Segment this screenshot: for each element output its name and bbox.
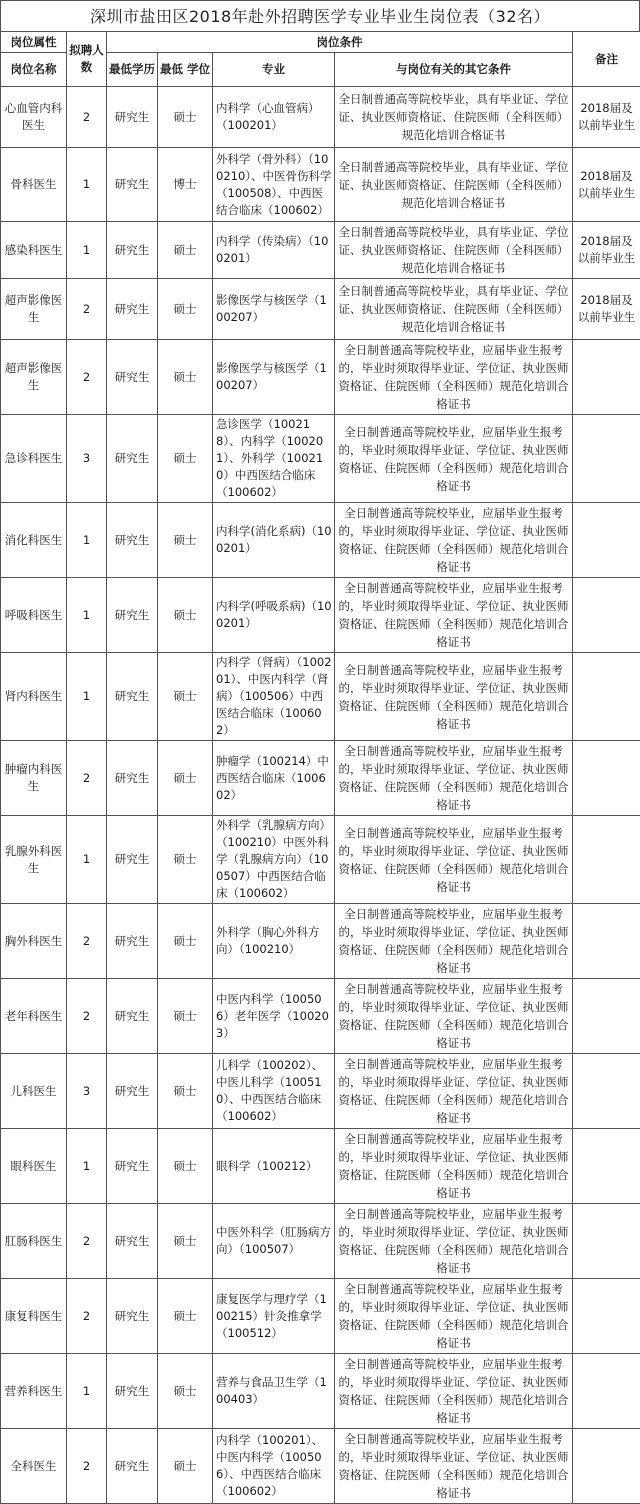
major-cell: 内科学（传染病）（100201）: [213, 222, 335, 279]
recruit-count-cell: 2: [67, 340, 107, 415]
position-name-cell: 肿瘤内科医生: [1, 741, 67, 816]
min-education-cell: 研究生: [107, 979, 158, 1054]
table-row: [1, 904, 640, 979]
note-cell: 2018届及以前毕业生: [573, 279, 640, 340]
note-cell: [573, 816, 640, 904]
position-name-cell: 超声影像医生: [1, 279, 67, 340]
note-cell: [573, 1129, 640, 1204]
major-cell: 中医内科学（100506）老年医学（100203）: [213, 979, 335, 1054]
min-education-cell: 研究生: [107, 415, 158, 503]
min-degree-cell: 硕士: [158, 279, 213, 340]
min-degree-cell: 硕士: [158, 1054, 213, 1129]
note-cell: [573, 1354, 640, 1429]
min-degree-cell: 硕士: [158, 222, 213, 279]
recruit-count-cell: 2: [67, 1429, 107, 1504]
recruit-count-cell: 1: [67, 1354, 107, 1429]
min-degree-cell: 硕士: [158, 1429, 213, 1504]
min-education-cell: 研究生: [107, 503, 158, 578]
table-row: [1, 148, 640, 222]
table-row: [1, 1054, 640, 1129]
min-education-cell: 研究生: [107, 87, 158, 148]
table-row: [1, 1354, 640, 1429]
min-education-cell: 研究生: [107, 1279, 158, 1354]
other-conditions-cell: 全日制普通高等院校毕业，应届毕业生报考的，毕业时须取得毕业证、学位证、执业医师资格证、住院医师（全科医师）规范化培训合格证书: [335, 1354, 573, 1429]
table-row: [1, 578, 640, 653]
recruit-count-cell: 1: [67, 503, 107, 578]
other-conditions-cell: 全日制普通高等院校毕业，应届毕业生报考的，毕业时须取得毕业证、学位证、执业医师资格证、住院医师（全科医师）规范化培训合格证书: [335, 1129, 573, 1204]
major-cell: 影像医学与核医学（100207）: [213, 340, 335, 415]
major-cell: 眼科学（100212）: [213, 1129, 335, 1204]
position-name-cell: 肛肠科医生: [1, 1204, 67, 1279]
other-conditions-cell: 全日制普通高等院校毕业，应届毕业生报考的，毕业时须取得毕业证、学位证、执业医师资格证、住院医师（全科医师）规范化培训合格证书: [335, 653, 573, 741]
min-education-cell: 研究生: [107, 222, 158, 279]
major-cell: 急诊医学（100218）、内科学（100201）、外科学（100210）中西医结合临床（100602）: [213, 415, 335, 503]
other-conditions-cell: 全日制普通高等院校毕业，应届毕业生报考的，毕业时须取得毕业证、学位证、执业医师资格证、住院医师（全科医师）规范化培训合格证书: [335, 503, 573, 578]
major-cell: 内科学（100201）、中医内科学（100506）、中西医结合临床（100602）: [213, 1429, 335, 1504]
position-name-cell: 营养科医生: [1, 1354, 67, 1429]
min-education-cell: 研究生: [107, 1054, 158, 1129]
min-degree-cell: 硕士: [158, 741, 213, 816]
table-row: [1, 87, 640, 148]
major-cell: 儿科学（100202）、中医儿科学（100510）、中西医结合临床（100602）: [213, 1054, 335, 1129]
min-degree-cell: 硕士: [158, 1129, 213, 1204]
note-cell: [573, 1429, 640, 1504]
position-name-cell: 儿科医生: [1, 1054, 67, 1129]
min-education-cell: 研究生: [107, 653, 158, 741]
major-cell: 内科学(消化系病)（100201）: [213, 503, 335, 578]
major-cell: 外科学（骨外科）（100210）、中医骨伤科学（100508）、中西医结合临床（100602）: [213, 148, 335, 222]
table-row: [1, 1129, 640, 1204]
min-degree-cell: 硕士: [158, 87, 213, 148]
table-row: [1, 1429, 640, 1504]
min-education-cell: 研究生: [107, 279, 158, 340]
other-conditions-cell: 全日制普通高等院校毕业，应届毕业生报考的，毕业时须取得毕业证、学位证、执业医师资格证、住院医师（全科医师）规范化培训合格证书: [335, 415, 573, 503]
major-cell: 内科学（肾病）（100201）、中医内科学（肾病）（100506）中西医结合临床（100602）: [213, 653, 335, 741]
recruit-count-cell: 2: [67, 904, 107, 979]
recruit-count-cell: 2: [67, 1204, 107, 1279]
position-name-cell: 超声影像医生: [1, 340, 67, 415]
position-name-cell: 急诊科医生: [1, 415, 67, 503]
major-cell: 影像医学与核医学（100207）: [213, 279, 335, 340]
note-cell: [573, 503, 640, 578]
other-conditions-cell: 全日制普通高等院校毕业，应届毕业生报考的，毕业时须取得毕业证、学位证、执业医师资格证、住院医师（全科医师）规范化培训合格证书: [335, 340, 573, 415]
header-note: 备注: [573, 32, 640, 87]
major-cell: 中医外科学（肛肠病方向）（100507）: [213, 1204, 335, 1279]
major-cell: 康复医学与理疗学（100215）针灸推拿学（100512）: [213, 1279, 335, 1354]
min-degree-cell: 硕士: [158, 1354, 213, 1429]
header-other: 与岗位有关的其它条件: [335, 53, 573, 87]
other-conditions-cell: 全日制普通高等院校毕业，具有毕业证、学位证、执业医师资格证、住院医师（全科医师）规范化培训合格证书: [335, 279, 573, 340]
table-row: [1, 503, 640, 578]
min-education-cell: 研究生: [107, 1354, 158, 1429]
other-conditions-cell: 全日制普通高等院校毕业，应届毕业生报考的，毕业时须取得毕业证、学位证、执业医师资格证、住院医师（全科医师）规范化培训合格证书: [335, 741, 573, 816]
other-conditions-cell: 全日制普通高等院校毕业，具有毕业证、学位证、执业医师资格证、住院医师（全科医师）规范化培训合格证书: [335, 148, 573, 222]
positions-table: [0, 31, 640, 1504]
other-conditions-cell: 全日制普通高等院校毕业，具有毕业证、学位证、执业医师资格证、住院医师（全科医师）规范化培训合格证书: [335, 87, 573, 148]
major-cell: 营养与食品卫生学（100403）: [213, 1354, 335, 1429]
position-name-cell: 眼科医生: [1, 1129, 67, 1204]
table-row: [1, 415, 640, 503]
table-row: [1, 1204, 640, 1279]
major-cell: 内科学（心血管病）（100201）: [213, 87, 335, 148]
table-header: [1, 32, 640, 87]
recruit-count-cell: 2: [67, 741, 107, 816]
min-degree-cell: 硕士: [158, 578, 213, 653]
note-cell: [573, 415, 640, 503]
position-name-cell: 乳腺外科医生: [1, 816, 67, 904]
recruit-count-cell: 2: [67, 1279, 107, 1354]
min-degree-cell: 硕士: [158, 1204, 213, 1279]
min-education-cell: 研究生: [107, 1204, 158, 1279]
min-degree-cell: 硕士: [158, 904, 213, 979]
recruit-count-cell: 2: [67, 87, 107, 148]
position-name-cell: 肾内科医生: [1, 653, 67, 741]
table-row: [1, 1279, 640, 1354]
major-cell: 外科学（胸心外科方向）（100210）: [213, 904, 335, 979]
table-row: [1, 279, 640, 340]
note-cell: 2018届及以前毕业生: [573, 87, 640, 148]
position-name-cell: 呼吸科医生: [1, 578, 67, 653]
other-conditions-cell: 全日制普通高等院校毕业，应届毕业生报考的，毕业时须取得毕业证、学位证、执业医师资格证、住院医师（全科医师）规范化培训合格证书: [335, 816, 573, 904]
position-name-cell: 胸外科医生: [1, 904, 67, 979]
table-row: [1, 979, 640, 1054]
header-attr: 岗位属性: [1, 32, 67, 53]
other-conditions-cell: 全日制普通高等院校毕业，应届毕业生报考的，毕业时须取得毕业证、学位证、执业医师资格证、住院医师（全科医师）规范化培训合格证书: [335, 979, 573, 1054]
recruit-count-cell: 1: [67, 1129, 107, 1204]
other-conditions-cell: 全日制普通高等院校毕业，应届毕业生报考的，毕业时须取得毕业证、学位证、执业医师资格证、住院医师（全科医师）规范化培训合格证书: [335, 1054, 573, 1129]
recruit-count-cell: 1: [67, 222, 107, 279]
position-name-cell: 骨科医生: [1, 148, 67, 222]
min-degree-cell: 硕士: [158, 816, 213, 904]
min-education-cell: 研究生: [107, 578, 158, 653]
min-education-cell: 研究生: [107, 1129, 158, 1204]
min-education-cell: 研究生: [107, 741, 158, 816]
table-row: [1, 340, 640, 415]
other-conditions-cell: 全日制普通高等院校毕业，应届毕业生报考的，毕业时须取得毕业证、学位证、执业医师资格证、住院医师（全科医师）规范化培训合格证书: [335, 1429, 573, 1504]
other-conditions-cell: 全日制普通高等院校毕业，应届毕业生报考的，毕业时须取得毕业证、学位证、执业医师资格证、住院医师（全科医师）规范化培训合格证书: [335, 904, 573, 979]
table-row: [1, 816, 640, 904]
min-degree-cell: 硕士: [158, 340, 213, 415]
table-body: [1, 87, 640, 1504]
min-education-cell: 研究生: [107, 340, 158, 415]
header-count: 拟聘人数: [67, 32, 107, 87]
header-edu: 最低学历: [107, 53, 158, 87]
recruit-count-cell: 1: [67, 653, 107, 741]
note-cell: 2018届及以前毕业生: [573, 222, 640, 279]
min-degree-cell: 硕士: [158, 415, 213, 503]
note-cell: [573, 653, 640, 741]
header-name: 岗位名称: [1, 53, 67, 87]
note-cell: [573, 979, 640, 1054]
table-row: [1, 222, 640, 279]
position-name-cell: 老年科医生: [1, 979, 67, 1054]
position-name-cell: 感染科医生: [1, 222, 67, 279]
note-cell: [573, 578, 640, 653]
header-major: 专业: [213, 53, 335, 87]
other-conditions-cell: 全日制普通高等院校毕业，应届毕业生报考的，毕业时须取得毕业证、学位证、执业医师资格证、住院医师（全科医师）规范化培训合格证书: [335, 1279, 573, 1354]
other-conditions-cell: 全日制普通高等院校毕业，应届毕业生报考的，毕业时须取得毕业证、学位证、执业医师资格证、住院医师（全科医师）规范化培训合格证书: [335, 1204, 573, 1279]
table-row: [1, 653, 640, 741]
recruit-count-cell: 1: [67, 148, 107, 222]
min-degree-cell: 博士: [158, 148, 213, 222]
major-cell: 外科学（乳腺病方向）（100210）中医外科学（乳腺病方向）（100507）中西医结合临床（100602）: [213, 816, 335, 904]
position-name-cell: 心血管内科医生: [1, 87, 67, 148]
position-name-cell: 全科医生: [1, 1429, 67, 1504]
recruit-count-cell: 1: [67, 578, 107, 653]
header-degree: 最低 学位: [158, 53, 213, 87]
table-row: [1, 741, 640, 816]
min-degree-cell: 硕士: [158, 653, 213, 741]
min-education-cell: 研究生: [107, 904, 158, 979]
note-cell: [573, 904, 640, 979]
note-cell: [573, 340, 640, 415]
other-conditions-cell: 全日制普通高等院校毕业，应届毕业生报考的，毕业时须取得毕业证、学位证、执业医师资格证、住院医师（全科医师）规范化培训合格证书: [335, 578, 573, 653]
note-cell: [573, 741, 640, 816]
note-cell: [573, 1204, 640, 1279]
position-name-cell: 消化科医生: [1, 503, 67, 578]
position-name-cell: 康复科医生: [1, 1279, 67, 1354]
page-title: 深圳市盐田区2018年赴外招聘医学专业毕业生岗位表（32名）: [0, 0, 640, 31]
recruit-count-cell: 2: [67, 979, 107, 1054]
major-cell: 内科学(呼吸系病)（100201）: [213, 578, 335, 653]
note-cell: 2018届及以前毕业生: [573, 148, 640, 222]
major-cell: 肿瘤学（100214）中西医结合临床（100602）: [213, 741, 335, 816]
min-education-cell: 研究生: [107, 1429, 158, 1504]
note-cell: [573, 1054, 640, 1129]
min-degree-cell: 硕士: [158, 503, 213, 578]
recruit-count-cell: 2: [67, 279, 107, 340]
min-education-cell: 研究生: [107, 148, 158, 222]
recruit-count-cell: 3: [67, 1054, 107, 1129]
header-conditions: 岗位条件: [107, 32, 573, 53]
recruit-count-cell: 3: [67, 415, 107, 503]
recruit-count-cell: 1: [67, 816, 107, 904]
min-education-cell: 研究生: [107, 816, 158, 904]
min-degree-cell: 硕士: [158, 979, 213, 1054]
other-conditions-cell: 全日制普通高等院校毕业，具有毕业证、学位证、执业医师资格证、住院医师（全科医师）规范化培训合格证书: [335, 222, 573, 279]
note-cell: [573, 1279, 640, 1354]
min-degree-cell: 硕士: [158, 1279, 213, 1354]
